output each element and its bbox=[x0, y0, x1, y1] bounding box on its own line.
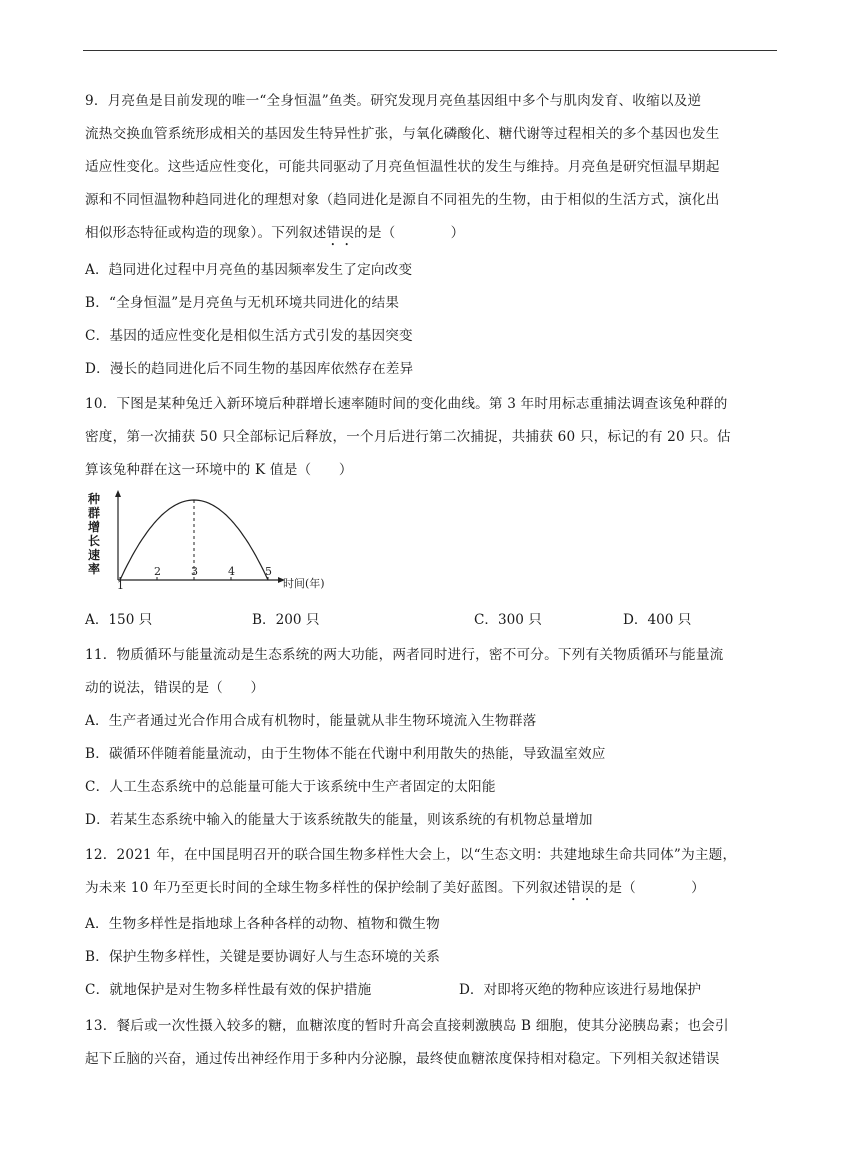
q12-option-a: A．生物多样性是指地球上各种各样的动物、植物和微生物 bbox=[85, 916, 440, 932]
q10-line: 密度，第一次捕获 50 只全部标记后释放，一个月后进行第二次捕捉，共捕获 60 只，标记的有 20 只。估 bbox=[85, 429, 731, 445]
chart-x-label: 时间(年) bbox=[283, 577, 325, 590]
q12-stem-blank: 的是（ ） bbox=[594, 880, 705, 896]
q12-option-d: D．对即将灭绝的物种应该进行易地保护 bbox=[459, 982, 701, 998]
q11-option-c: C．人工生态系统中的总能量可能大于该系统中生产者固定的太阳能 bbox=[85, 779, 496, 795]
q12-option-b: B．保护生物多样性，关键是要协调好人与生态环境的关系 bbox=[85, 949, 441, 965]
q10-option-b: B．200 只 bbox=[252, 612, 320, 628]
q10-line: 10．下图是某种兔迁入新环境后种群增长速率随时间的变化曲线。第 3 年时用标志重捕法调查该兔种群的 bbox=[85, 396, 728, 412]
q10-line: 算该兔种群在这一环境中的 K 值是（ ） bbox=[85, 462, 353, 478]
q10-option-c: C．300 只 bbox=[474, 612, 542, 628]
chart-tick-label: 1 bbox=[117, 579, 124, 592]
q9-option-d: D．漫长的趋同进化后不同生物的基因库依然存在差异 bbox=[85, 361, 414, 377]
header-rule bbox=[83, 50, 777, 51]
q9-line: 流热交换血管系统形成相关的基因发生特异性扩张，与氧化磷酸化、糖代谢等过程相关的多个基因也发生 bbox=[85, 126, 720, 142]
q10-option-d: D．400 只 bbox=[623, 612, 692, 628]
q12-option-c: C．就地保护是对生物多样性最有效的保护措施 bbox=[85, 982, 372, 998]
q11-option-a: A．生产者通过光合作用合成有机物时，能量就从非生物环境流入生物群落 bbox=[85, 713, 537, 729]
chart-y-label-char: 增 bbox=[88, 520, 101, 534]
chart-y-label-char: 群 bbox=[88, 506, 101, 520]
q13-line: 13．餐后或一次性摄入较多的糖，血糖浓度的暂时升高会直接刺激胰岛 B 细胞，使其分泌胰岛素；也会引 bbox=[85, 1018, 729, 1034]
chart-ticks bbox=[117, 565, 272, 592]
q11-line: 动的说法，错误的是（ ） bbox=[85, 680, 265, 696]
q9-option-b: B．“全身恒温”是月亮鱼与无机环境共同进化的结果 bbox=[85, 295, 400, 311]
q10-option-a: A．150 只 bbox=[85, 612, 153, 628]
q9-emphasis: 错误 bbox=[326, 225, 355, 241]
q9-line: 源和不同恒温物种趋同进化的理想对象（趋同进化是源自不同祖先的生物，由于相似的生活方式，演化出 bbox=[85, 192, 720, 208]
chart-tick-label: 3 bbox=[191, 565, 198, 578]
q9-stem-blank: 的是（ ） bbox=[354, 225, 465, 241]
q12-emphasis: 错误 bbox=[566, 880, 595, 896]
q12-line-last bbox=[85, 878, 705, 904]
chart-y-label-char: 长 bbox=[88, 534, 101, 548]
chart-y-label-char: 速 bbox=[88, 548, 101, 562]
chart-y-label-char: 率 bbox=[88, 562, 101, 576]
chart-y-label-char: 种 bbox=[88, 492, 101, 506]
chart-tick-label: 5 bbox=[265, 565, 272, 578]
chart-tick-label: 2 bbox=[154, 565, 161, 578]
q9-line: 适应性变化。这些适应性变化，可能共同驱动了月亮鱼恒温性状的发生与维持。月亮鱼是研究恒温早期起 bbox=[85, 159, 720, 175]
q9-line: 9．月亮鱼是目前发现的唯一“全身恒温”鱼类。研究发现月亮鱼基因组中多个与肌肉发育、收缩以及逆 bbox=[85, 93, 702, 109]
q11-option-b: B．碳循环伴随着能量流动，由于生物体不能在代谢中利用散失的热能，导致温室效应 bbox=[85, 746, 606, 762]
q13-line: 起下丘脑的兴奋，通过传出神经作用于多种内分泌腺，最终使血糖浓度保持相对稳定。下列相关叙述错误 bbox=[85, 1051, 720, 1067]
q9-stem-text: 相似形态特征或构造的现象）。下列叙述 bbox=[85, 225, 327, 241]
q12-stem-text: 为未来 10 年乃至更长时间的全球生物多样性的保护绘制了美好蓝图。下列叙述 bbox=[85, 880, 567, 896]
q11-option-d: D．若某生态系统中输入的能量大于该系统散失的能量，则该系统的有机物总量增加 bbox=[85, 812, 593, 828]
q9-option-a: A．趋同进化过程中月亮鱼的基因频率发生了定向改变 bbox=[85, 262, 413, 278]
chart-y-arrow bbox=[115, 490, 121, 497]
q12-line: 12．2021 年，在中国昆明召开的联合国生物多样性大会上，以“生态文明：共建地球生命共同体”为主题， bbox=[85, 847, 737, 863]
growth-rate-chart bbox=[85, 490, 325, 592]
q9-line-last bbox=[85, 223, 464, 249]
q11-line: 11．物质循环与能量流动是生态系统的两大功能，两者同时进行，密不可分。下列有关物质循环与能量流 bbox=[85, 647, 724, 663]
chart-tick-label: 4 bbox=[228, 565, 235, 578]
q9-option-c: C．基因的适应性变化是相似生活方式引发的基因突变 bbox=[85, 328, 413, 344]
